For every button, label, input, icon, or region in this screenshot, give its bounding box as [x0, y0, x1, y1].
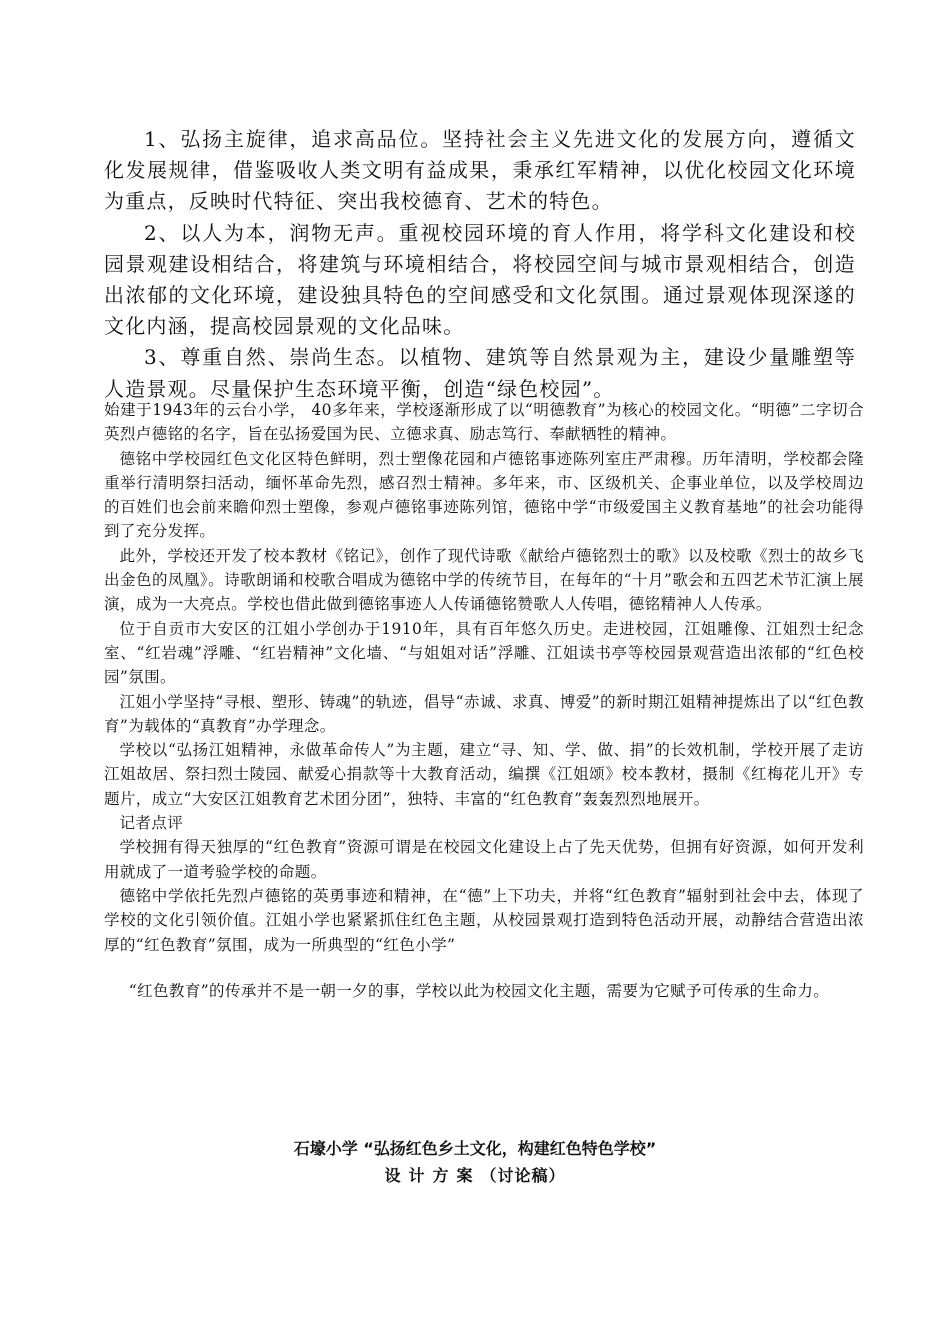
design-principles-section — [104, 124, 856, 405]
body-paragraph: 江姐小学坚持“寻根、塑形、铸魂”的轨迹，倡导“赤诚、求真、博爱”的新时期江姐精神提炼出了以“红色教育”为载体的“真教育”办学理念。 — [104, 692, 864, 735]
body-paragraph: 始建于1943年的云台小学， 40多年来，学校逐渐形成了以“明德教育”为核心的校园文化。“明德”二字切合英烈卢德铭的名字，旨在弘扬爱国为民、立德求真、励志笃行、奉献牺牲的精神。 — [104, 401, 864, 444]
body-paragraph: 学校拥有得天独厚的“红色教育”资源可谓是在校园文化建设上占了先天优势，但拥有好资源，如何开发利用就成了一道考验学校的命题。 — [104, 838, 864, 881]
principle-paragraph: 1、弘扬主旋律，追求高品位。坚持社会主义先进文化的发展方向，遵循文化发展规律，借鉴吸收人类文明有益成果，秉承红军精神，以优化校园文化环境为重点，反映时代特征、突出我校德育、艺术的特色。 — [104, 127, 856, 214]
body-paragraph: 德铭中学校园红色文化区特色鲜明，烈士塑像花园和卢德铭事迹陈列室庄严肃穆。历年清明，学校都会隆重举行清明祭扫活动，缅怀革命先烈，感召烈士精神。多年来，市、区级机关、企事业单位，以及学校周边的百姓们也会前来瞻仰烈士塑像，参观卢德铭事迹陈列馆，德铭中学“市级爱国主义教育基地”的社会功能得到了充分发挥。 — [104, 449, 864, 541]
body-paragraph: 此外，学校还开发了校本教材《铭记》，创作了现代诗歌《献给卢德铭烈士的歌》以及校歌《烈士的故乡飞出金色的凤凰》。诗歌朗诵和校歌合唱成为德铭中学的传统节目，在每年的“十月”歌会和五四艺术节汇演上展演，成为一大亮点。学校也借此做到德铭事迹人人传诵德铭赞歌人人传唱，德铭精神人人传承。 — [104, 546, 864, 614]
principle-paragraph: 2、以人为本，润物无声。重视校园环境的育人作用，将学科文化建设和校园景观建设相结合，将建筑与环境相结合，将校园空间与城市景观相结合，创造出浓郁的文化环境，建设独具特色的空间感受和文化氛围。通过景观体现深遂的文化内涵，提高校园景观的文化品味。 — [104, 220, 856, 339]
commentary-heading: 记者点评 — [119, 814, 184, 833]
body-paragraph: 德铭中学依托先烈卢德铭的英勇事迹和精神，在“德”上下功夫，并将“红色教育”辐射到社会中去，体现了学校的文化引领价值。江姐小学也紧紧抓住红色主题，从校园景观打造到特色活动开展，动静结合营造出浓厚的“红色教育”氛围，成为一所典型的“红色小学” — [104, 886, 864, 954]
principle-paragraph: 3、尊重自然、崇尚生态。以植物、建筑等自然景观为主，建设少量雕塑等人造景观。尽量保护生态环境平衡，创造“绿色校园”。 — [104, 345, 856, 401]
plan-subtitle — [0, 1165, 950, 1187]
body-paragraph: “红色教育”的传承并不是一朝一夕的事，学校以此为校园文化主题，需要为它赋予可传承的生命力。 — [128, 981, 830, 1000]
draft-note: （讨论稿） — [480, 1166, 566, 1185]
body-paragraph: 学校以“弘扬江姐精神，永做革命传人”为主题，建立“寻、知、学、做、捐”的长效机制，学校开展了走访江姐故居、祭扫烈士陵园、献爱心捐款等十大教育活动，编撰《江姐颂》校本教材，摄制《红梅花儿开》专题片，成立“大安区江姐教育艺术团分团”，独特、丰富的“红色教育”轰轰烈烈地展开。 — [104, 741, 864, 808]
body-paragraph: 位于自贡市大安区的江姐小学创办于1910年，具有百年悠久历史。走进校园，江姐雕像、江姐烈士纪念室、“红岩魂”浮雕、“红岩精神”文化墙、“与姐姐对话”浮雕、江姐读书亭等校园景观营造出浓郁的“红色校园”氛围。 — [104, 619, 864, 687]
plan-title: 石壕小学 “弘扬红色乡土文化，构建红色特色学校” — [293, 1139, 657, 1158]
case-study-section — [104, 398, 864, 1003]
plan-subtitle-main: 设计方案 — [384, 1166, 481, 1185]
